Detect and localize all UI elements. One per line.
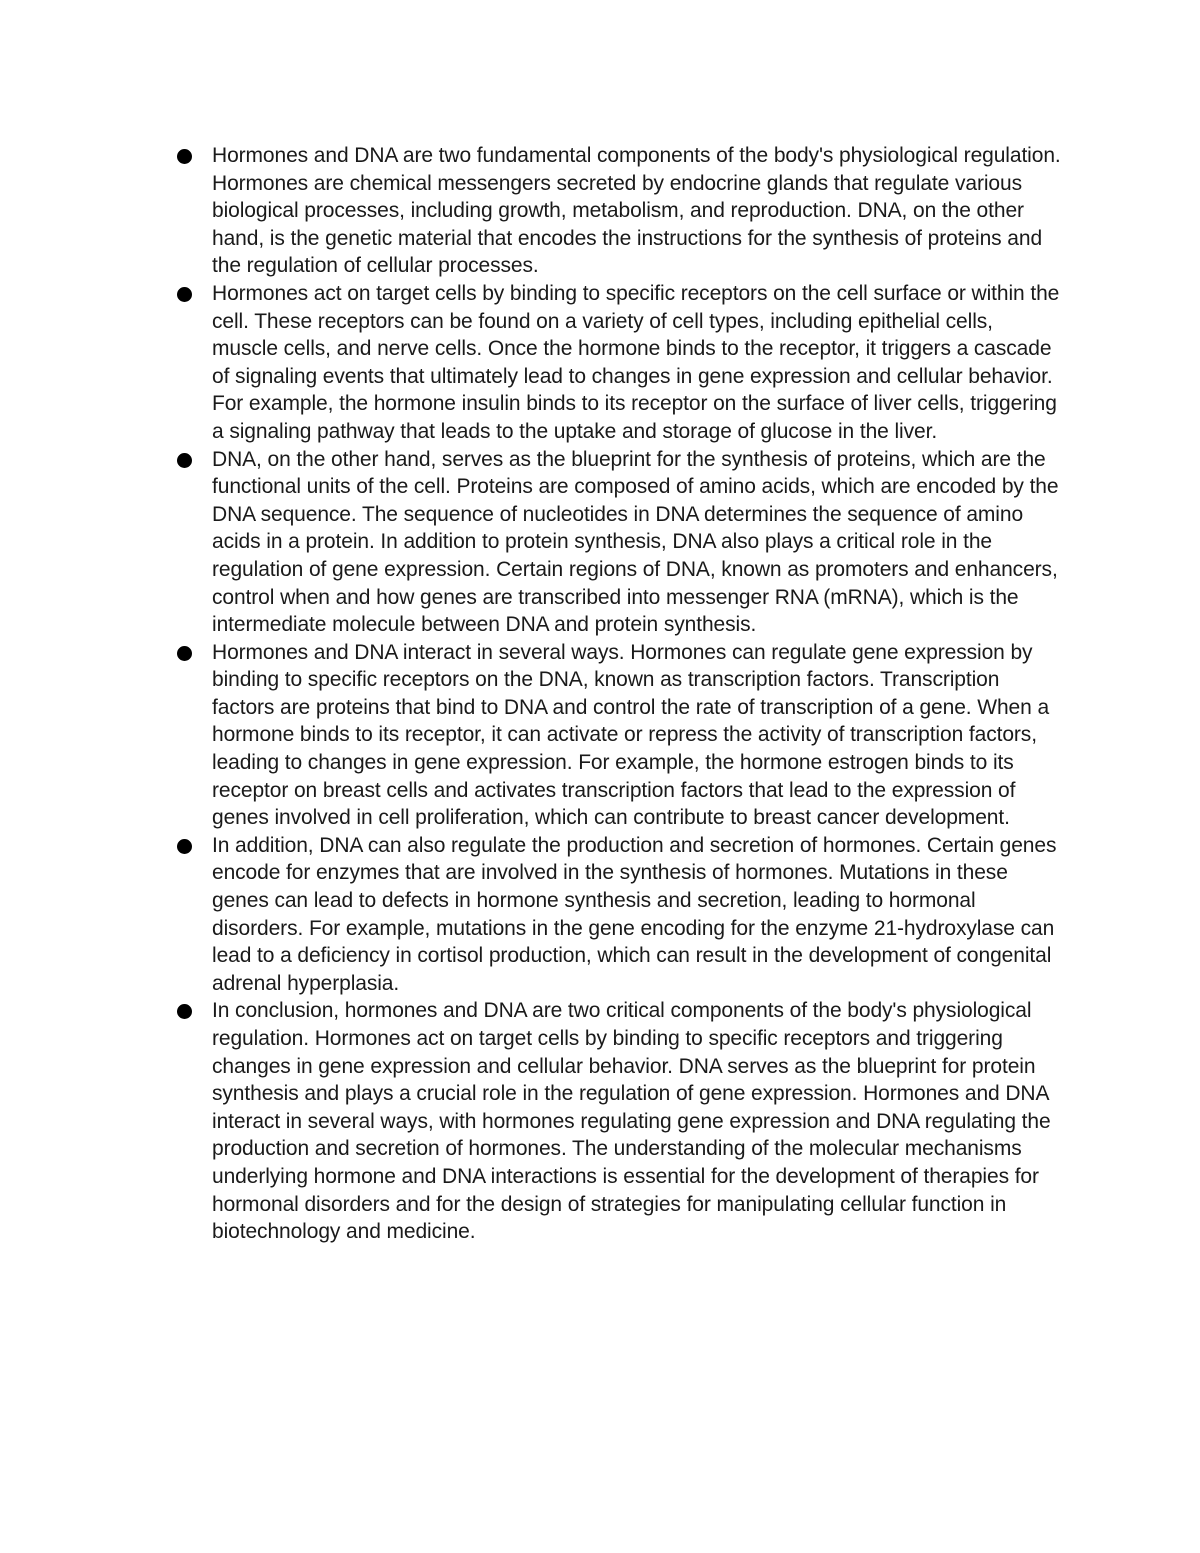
paragraph-text: Hormones and DNA are two fundamental components of the body's physiological regulation. Hormones are chemical messengers secreted by endocrine glands that regulate various biological processes, including growth, metabolism, and reproduction. DNA, on the other hand, is the genetic material that encodes the instructions for the synthesis of proteins and the regulation of cellular processes. — [212, 144, 1061, 278]
bullet-dot-icon — [177, 646, 192, 661]
list-item — [172, 446, 1062, 639]
paragraph-text: Hormones and DNA interact in several ways. Hormones can regulate gene expression by binding to specific receptors on the DNA, known as transcription factors. Transcription factors are proteins that bind to DNA and control the rate of transcription of a gene. When a hormone binds to its receptor, it can activate or repress the activity of transcription factors, leading to changes in gene expression. For example, the hormone estrogen binds to its receptor on breast cells and activates transcription factors that lead to the expression of genes involved in cell proliferation, which can contribute to breast cancer development. — [212, 640, 1050, 830]
list-item — [172, 639, 1062, 832]
bullet-list — [172, 142, 1062, 1246]
bullet-dot-icon — [177, 1004, 192, 1019]
paragraph-text: DNA, on the other hand, serves as the blueprint for the synthesis of proteins, which are the functional units of the cell. Proteins are composed of amino acids, which are encoded by the DNA sequence. The sequence of nucleotides in DNA determines the sequence of amino acids in a protein. In addition to protein synthesis, DNA also plays a critical role in the regulation of gene expression. Certain regions of DNA, known as promoters and enhancers, control when and how genes are transcribed into messenger RNA (mRNA), which is the intermediate molecule between DNA and protein synthesis. — [212, 447, 1059, 637]
paragraph-text: Hormones act on target cells by binding to specific receptors on the cell surface or within the cell. These receptors can be found on a variety of cell types, including epithelial cells, muscle cells, and nerve cells. Once the hormone binds to the receptor, it triggers a cascade of signaling events that ultimately lead to changes in gene expression and cellular behavior. For example, the hormone insulin binds to its receptor on the surface of liver cells, triggering a signaling pathway that leads to the uptake and storage of glucose in the liver. — [212, 281, 1060, 443]
list-item — [172, 142, 1062, 280]
paragraph-text: In conclusion, hormones and DNA are two critical components of the body's physiological regulation. Hormones act on target cells by binding to specific receptors and triggering changes in gene expression and cellular behavior. DNA serves as the blueprint for protein synthesis and plays a crucial role in the regulation of gene expression. Hormones and DNA interact in several ways, with hormones regulating gene expression and DNA regulating the production and secretion of hormones. The understanding of the molecular mechanisms underlying hormone and DNA interactions is essential for the development of therapies for hormonal disorders and for the design of strategies for manipulating cellular function in biotechnology and medicine. — [212, 999, 1051, 1244]
list-item — [172, 280, 1062, 446]
list-item — [172, 832, 1062, 998]
bullet-dot-icon — [177, 149, 192, 164]
list-item — [172, 997, 1062, 1245]
bullet-dot-icon — [177, 287, 192, 302]
bullet-dot-icon — [177, 839, 192, 854]
paragraph-text: In addition, DNA can also regulate the production and secretion of hormones. Certain genes encode for enzymes that are involved in the synthesis of hormones. Mutations in these genes can lead to defects in hormone synthesis and secretion, leading to hormonal disorders. For example, mutations in the gene encoding for the enzyme 21-hydroxylase can lead to a deficiency in cortisol production, which can result in the development of congenital adrenal hyperplasia. — [212, 833, 1057, 995]
bullet-dot-icon — [177, 453, 192, 468]
